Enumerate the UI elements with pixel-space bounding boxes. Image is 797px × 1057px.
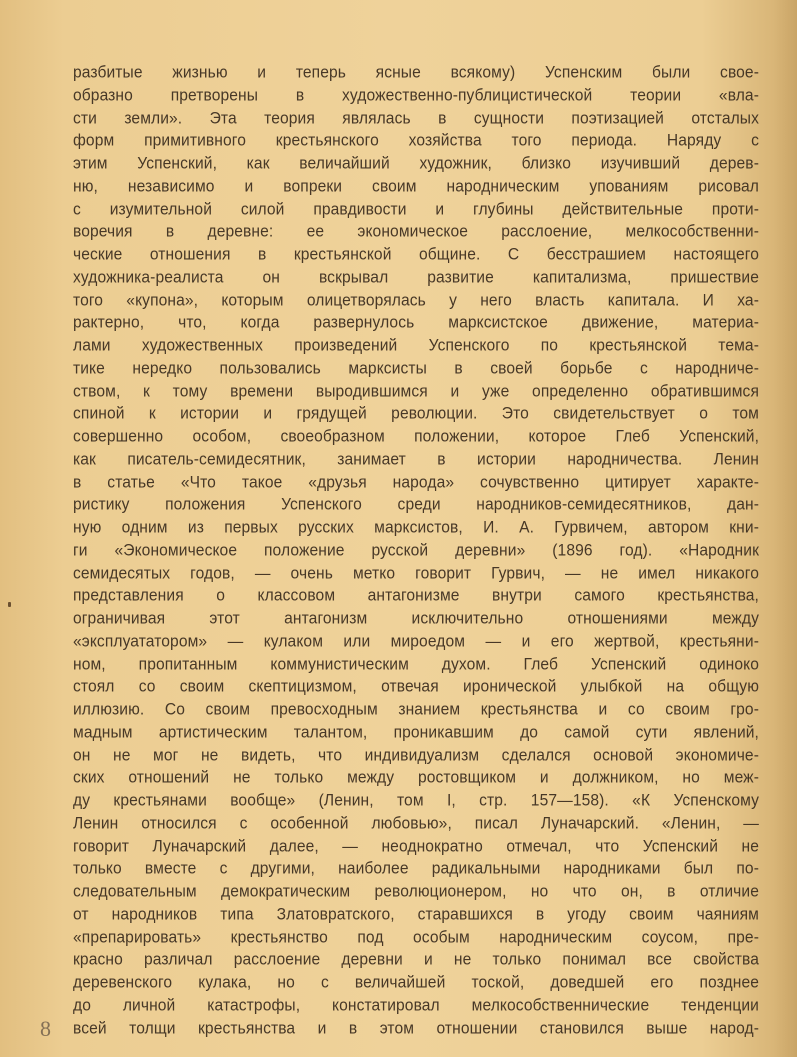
text-line: представления о классовом антагонизме внутри самого крестьянства, <box>73 586 759 605</box>
text-line: в статье «Что такое «друзья народа» сочувственно цитирует характе- <box>73 472 759 492</box>
text-line: совершенно особом, своеобразном положении, которое Глеб Успенский, <box>73 427 759 446</box>
text-line: следовательным демократическим революционером, но что он, в отличие <box>73 882 759 901</box>
text-line: деревенского кулака, но с величайшей тоской, доведшей его позднее <box>73 973 759 992</box>
text-line: ню, независимо и вопреки своим народническим упованиям рисовал <box>73 177 759 196</box>
text-line: он не мог не видеть, что индивидуализм сделался основой экономиче- <box>73 745 759 765</box>
text-line: иллюзию. Со своим превосходным знанием крестьянства и со своим гро- <box>73 700 759 719</box>
text-line: стоял со своим скептицизмом, отвечая иронической улыбкой на общую <box>73 677 759 696</box>
text-line: ограничивая этот антагонизм исключительно отношениями между <box>73 609 759 628</box>
text-line: «препарировать» крестьянство под особым народническим соусом, пре- <box>73 927 759 947</box>
ink-speck <box>8 602 11 607</box>
text-line: ную одним из первых русских марксистов, И. А. Гурвичем, автором кни- <box>73 518 759 537</box>
text-line: ги «Экономическое положение русской деревни» (1896 год). «Народник <box>73 541 759 560</box>
text-line: ством, к тому времени выродившимся и уже определенно обратившимся <box>73 381 759 401</box>
text-line: воречия в деревне: ее экономическое расслоение, мелкособственни- <box>73 222 759 241</box>
text-line: сти земли». Эта теория являлась в сущности поэтизацией отсталых <box>73 108 759 128</box>
text-line: этим Успенский, как величайший художник, близко изучивший дерев- <box>73 154 759 173</box>
text-line: ристику положения Успенского среди народников-семидесятников, дан- <box>73 495 759 514</box>
text-line: «эксплуататором» — кулаком или мироедом — и его жертвой, крестьяни- <box>73 632 759 651</box>
text-line: ских отношений не только между ростовщиком и должником, но меж- <box>73 768 759 787</box>
text-line: с изумительной силой правдивости и глубины действительные проти- <box>73 199 759 219</box>
text-line: разбитые жизнью и теперь ясные всякому) Успенским были свое- <box>73 63 759 82</box>
page-number: 8 <box>40 1016 51 1041</box>
text-line: тике нередко пользовались марксисты в своей борьбе с народниче- <box>73 359 759 378</box>
text-line: Ленин относился с особенной любовью», писал Луначарский. «Ленин, — <box>73 814 759 833</box>
text-line: ном, пропитанным коммунистическим духом. Глеб Успенский одиноко <box>73 654 759 674</box>
text-line: художника-реалиста он вскрывал развитие капитализма, пришествие <box>73 268 759 287</box>
text-line: рактерно, что, когда развернулось марксистское движение, материа- <box>73 313 759 332</box>
text-line: спиной к истории и грядущей революции. Это свидетельствует о том <box>73 404 759 423</box>
text-line: того «купона», которым олицетворялась у него власть капитала. И ха- <box>73 290 759 310</box>
text-line: до личной катастрофы, констатировал мелкособственнические тенденции <box>73 996 759 1015</box>
text-line: от народников типа Златовратского, старавшихся в угоду своим чаяниям <box>73 905 759 924</box>
text-line: лами художественных произведений Успенского по крестьянской тема- <box>73 336 759 355</box>
text-line: форм примитивного крестьянского хозяйства того периода. Наряду с <box>73 131 759 150</box>
text-line: как писатель-семидесятник, занимает в истории народничества. Ленин <box>73 450 759 469</box>
text-line: ду крестьянами вообще» (Ленин, том I, стр. 157—158). «К Успенскому <box>73 791 759 810</box>
text-line: всей толщи крестьянства и в этом отношении становился выше народ- <box>73 1018 759 1038</box>
text-line: только вместе с другими, наиболее радикальными народниками был по- <box>73 859 759 878</box>
text-line: мадным артистическим талантом, проникавшим до самой сути явлений, <box>73 723 759 742</box>
text-line: ческие отношения в крестьянской общине. С бесстрашием настоящего <box>73 245 759 264</box>
body-text <box>73 62 759 1040</box>
text-line: образно претворены в художественно-публицистической теории «вла- <box>73 86 759 105</box>
text-line: красно различал расслоение деревни и не только понимал все свойства <box>73 950 759 969</box>
text-line: семидесятых годов, — очень метко говорит Гурвич, — не имел никакого <box>73 563 759 583</box>
text-line: говорит Луначарский далее, — неоднократно отмечал, что Успенский не <box>73 836 759 856</box>
